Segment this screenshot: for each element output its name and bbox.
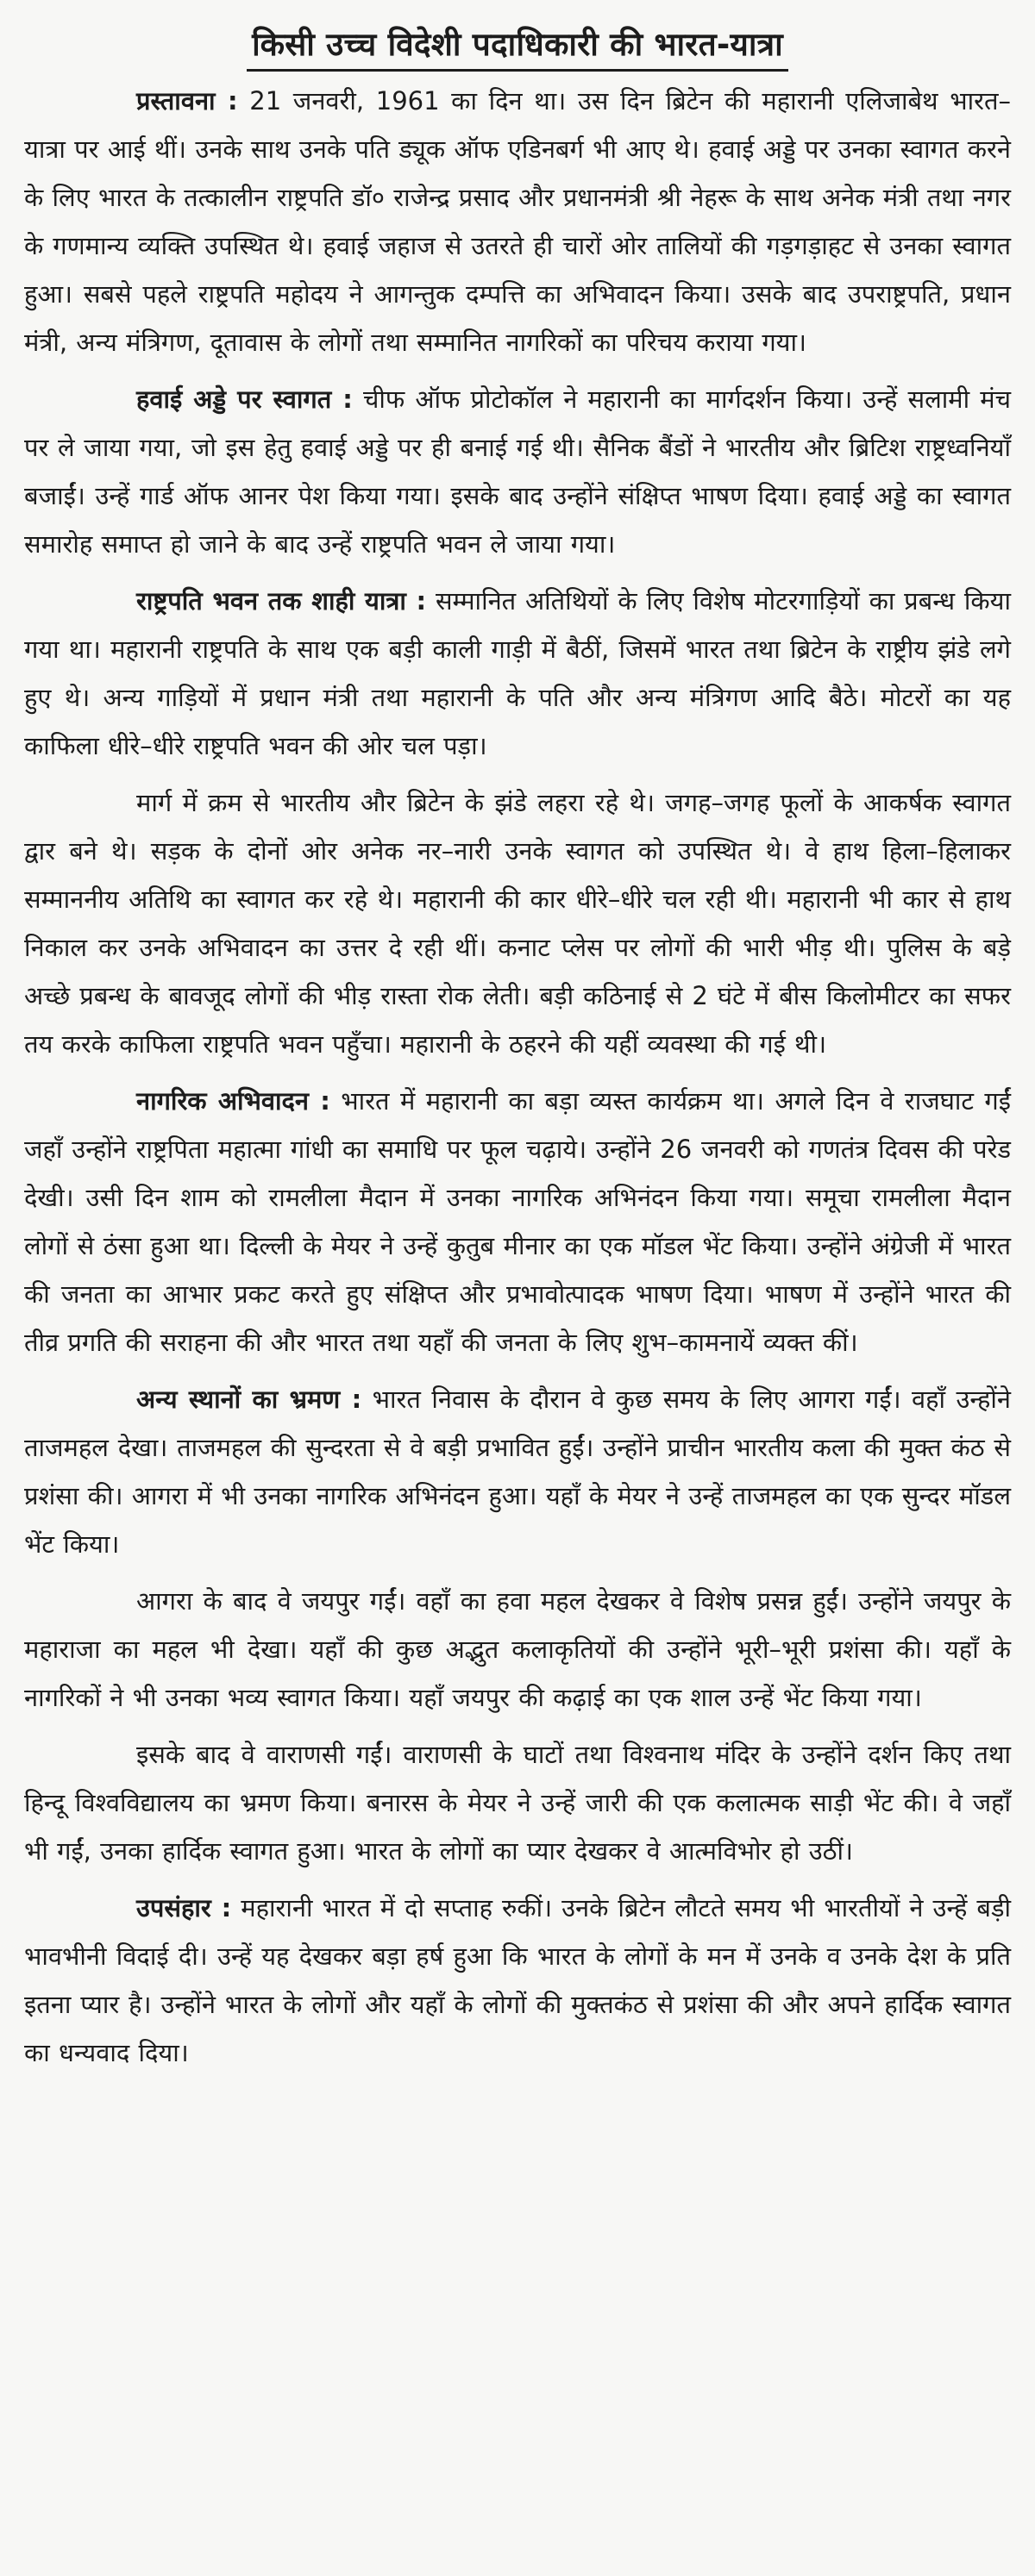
section-varanasi (24, 1730, 1011, 1875)
page-end-space (24, 2085, 1011, 2094)
section-shahi-yatra (24, 577, 1011, 770)
section-text: चीफ ऑफ प्रोटोकॉल ने महारानी का मार्गदर्शन किया। उन्हें सलामी मंच पर ले जाया गया, जो इस हेतु हवाई अड्डे पर ही बनाई गई थी। सैनिक बैंडों ने भारतीय और ब्रिटिश राष्ट्रध्वनियाँ बजाईं। उन्हें गार्ड ऑफ आनर पेश किया गया। इसके बाद उन्होंने संक्षिप्त भाषण दिया। हवाई अड्डे का स्वागत समारोह समाप्त हो जाने के बाद उन्हें राष्ट्रपति भवन ले जाया गया। (24, 385, 1011, 559)
page-title: किसी उच्च विदेशी पदाधिकारी की भारत-यात्रा (247, 22, 788, 72)
section-heading: अन्य स्थानों का भ्रमण : (136, 1385, 362, 1414)
section-text: मार्ग में क्रम से भारतीय और ब्रिटेन के झंडे लहरा रहे थे। जगह–जगह फूलों के आकर्षक स्वागत द्वार बने थे। सड़क के दोनों ओर अनेक नर–नारी उनके स्वागत को उपस्थित थे। वे हाथ हिला–हिलाकर सम्माननीय अतिथि का स्वागत कर रहे थे। महारानी की कार धीरे–धीरे चल रही थी। महारानी भी कार से हाथ निकाल कर उनके अभिवादन का उत्तर दे रही थीं। कनाट प्लेस पर लोगों की भारी भीड़ थी। पुलिस के बड़े अच्छे प्रबन्ध के बावजूद लोगों की भीड़ रास्ता रोक लेती। बड़ी कठिनाई से 2 घंटे में बीस किलोमीटर का सफर तय करके काफिला राष्ट्रपति भवन पहुँचा। महारानी के ठहरने की यहीं व्यवस्था की गई थी। (24, 788, 1011, 1059)
section-heading: हवाई अड्डे पर स्वागत : (136, 385, 353, 414)
section-text: आगरा के बाद वे जयपुर गईं। वहाँ का हवा महल देखकर वे विशेष प्रसन्न हुईं। उन्होंने जयपुर के महाराजा का महल भी देखा। यहाँ की कुछ अद्भुत कलाकृतियों की उन्होंने भूरी–भूरी प्रशंसा की। यहाँ के नागरिकों ने भी उनका भव्य स्वागत किया। यहाँ जयपुर की कढ़ाई का एक शाल उन्हें भेंट किया गया। (24, 1586, 1011, 1712)
section-nagrik-abhivadan (24, 1077, 1011, 1366)
section-heading: राष्ट्रपति भवन तक शाही यात्रा : (136, 586, 427, 616)
section-marg (24, 778, 1011, 1068)
section-text: महारानी भारत में दो सप्ताह रुकीं। उनके ब्रिटेन लौटते समय भी भारतीयों ने उन्हें बड़ी भावभीनी विदाई दी। उन्हें यह देखकर बड़ा हर्ष हुआ कि भारत के लोगों के मन में उनके व उनके देश के प्रति इतना प्यार है। उन्होंने भारत के लोगों और यहाँ के लोगों की मुक्तकंठ से प्रशंसा की और अपने हार्दिक स्वागत का धन्यवाद दिया। (24, 1893, 1012, 2067)
section-heading: उपसंहार : (136, 1893, 232, 1923)
section-text: भारत निवास के दौरान वे कुछ समय के लिए आगरा गईं। वहाँ उन्होंने ताजमहल देखा। ताजमहल की सुन्दरता से वे बड़ी प्रभावित हुईं। उन्होंने प्राचीन भारतीय कला की मुक्त कंठ से प्रशंसा की। आगरा में भी उनका नागरिक अभिनंदन हुआ। यहाँ के मेयर ने उन्हें ताजमहल का एक सुन्दर मॉडल भेंट किया। (24, 1385, 1012, 1559)
section-hawai-adde-swagat (24, 375, 1011, 568)
section-text: इसके बाद वे वाराणसी गईं। वाराणसी के घाटों तथा विश्वनाथ मंदिर के उन्होंने दर्शन किए तथा हिन्दू विश्वविद्यालय का भ्रमण किया। बनारस के मेयर ने उन्हें जारी की एक कलात्मक साड़ी भेंट की। वे जहाँ भी गईं, उनका हार्दिक स्वागत हुआ। भारत के लोगों का प्यार देखकर वे आत्मविभोर हो उठीं। (24, 1740, 1011, 1866)
section-text: 21 जनवरी, 1961 का दिन था। उस दिन ब्रिटेन की महारानी एलिजाबेथ भारत–यात्रा पर आई थीं। उनके साथ उनके पति ड्यूक ऑफ एडिनबर्ग भी आए थे। हवाई अड्डे पर उनका स्वागत करने के लिए भारत के तत्कालीन राष्ट्रपति डॉ० राजेन्द्र प्रसाद और प्रधानमंत्री श्री नेहरू के साथ अनेक मंत्री तथा नगर के गणमान्य व्यक्ति उपस्थित थे। हवाई जहाज से उतरते ही चारों ओर तालियों की गड़गड़ाहट से उनका स्वागत हुआ। सबसे पहले राष्ट्रपति महोदय ने आगन्तुक दम्पत्ति का अभिवादन किया। उसके बाद उपराष्ट्रपति, प्रधान मंत्री, अन्य मंत्रिगण, दूतावास के लोगों तथा सम्मानित नागरिकों का परिचय कराया गया। (24, 86, 1012, 357)
title-wrap (24, 22, 1011, 72)
section-upsanhar (24, 1884, 1011, 2077)
section-jaipur (24, 1577, 1011, 1722)
section-text: सम्मानित अतिथियों के लिए विशेष मोटरगाड़ियों का प्रबन्ध किया गया था। महारानी राष्ट्रपति के साथ एक बड़ी काली गाड़ी में बैठीं, जिसमें भारत तथा ब्रिटेन के राष्ट्रीय झंडे लगे हुए थे। अन्य गाड़ियों में प्रधान मंत्री तथा महारानी के पति और अन्य मंत्रिगण आदि बैठे। मोटरों का यह काफिला धीरे–धीरे राष्ट्रपति भवन की ओर चल पड़ा। (24, 586, 1012, 760)
section-heading: प्रस्तावना : (136, 86, 238, 116)
section-anya-sthan (24, 1375, 1011, 1568)
section-prastavana (24, 77, 1011, 366)
section-heading: नागरिक अभिवादन : (136, 1086, 330, 1116)
section-text: भारत में महारानी का बड़ा व्यस्त कार्यक्रम था। अगले दिन वे राजघाट गईं जहाँ उन्होंने राष्ट्रपिता महात्मा गांधी का समाधि पर फूल चढ़ाये। उन्होंने 26 जनवरी को गणतंत्र दिवस की परेड देखी। उसी दिन शाम को रामलीला मैदान में उनका नागरिक अभिनंदन किया गया। समूचा रामलीला मैदान लोगों से ठंसा हुआ था। दिल्ली के मेयर ने उन्हें कुतुब मीनार का एक मॉडल भेंट किया। उन्होंने अंग्रेजी में भारत की जनता का आभार प्रकट करते हुए संक्षिप्त और प्रभावोत्पादक भाषण दिया। भाषण में उन्होंने भारत की तीव्र प्रगति की सराहना की और भारत तथा यहाँ की जनता के लिए शुभ–कामनायें व्यक्त कीं। (24, 1086, 1011, 1357)
